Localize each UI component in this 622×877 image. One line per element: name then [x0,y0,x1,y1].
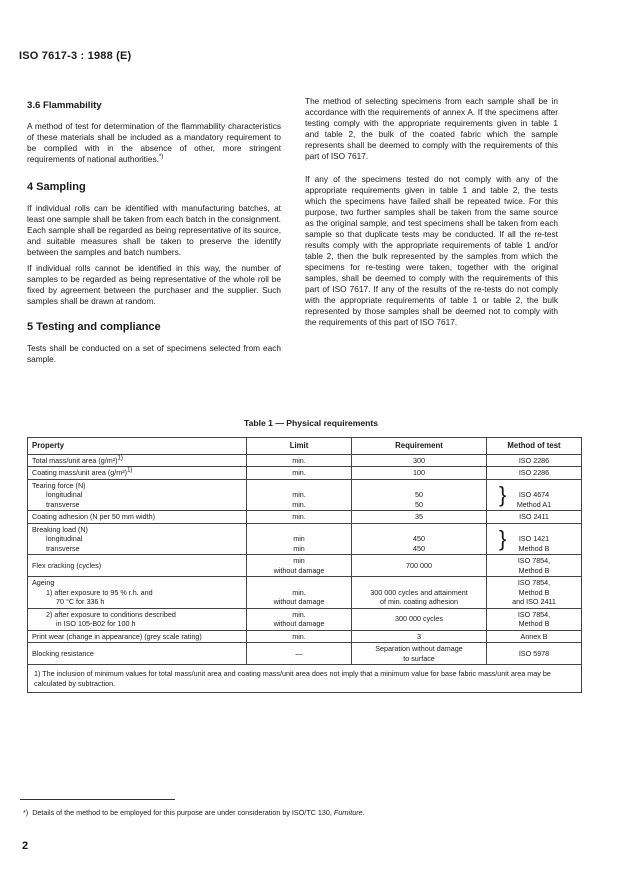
method-cell: Annex B [487,630,582,643]
limit-cell: min. [292,609,306,619]
table-row [28,523,582,555]
sub-property: longitudinal [46,534,83,543]
table-row [28,643,582,665]
footnote-mark: *) [23,808,29,817]
sub-property: in ISO 105-B02 for 100 h [56,619,136,628]
right-column [305,96,558,333]
requirement-cell: 450 [413,543,425,553]
section-3-6-paragraph [27,121,281,165]
section-5-paragraph-1: Tests shall be conducted on a set of specimens selected from each sample. [27,343,281,364]
limit-cell: min [293,556,305,565]
limit-cell: min. [292,587,306,597]
requirement-cell: 50 [415,499,423,509]
sub-property: transverse [46,543,80,553]
method-cell: ISO 2286 [487,454,582,467]
requirement-cell: 300 000 cycles [352,608,487,630]
section-3-6-text: A method of test for determination of the flammability characteristics of these materials shall be included as a mandatory requirement to be complied with in the absence of other, more stringent requirements of national authorities. [27,121,281,164]
limit-cell: min [293,543,305,553]
section-4-paragraph-2: If individual rolls cannot be identified in this way, the number of samples to be regarded as being representative of the whole roll be fixed by agreement between the purchaser and the supplier. Such samples shall be drawn at random. [27,263,281,306]
property-cell: Coating adhesion (N per 50 mm width) [28,511,247,524]
page-footnote [23,808,583,817]
requirement-cell: Separation without damage [375,644,463,653]
limit-cell: min. [292,490,306,499]
requirement-cell: 50 [415,490,423,499]
section-4-paragraph-1: If individual rolls can be identified with manufacturing batches, at least one sample shall be taken from each batch in the consignment. Each sample shall be regarded as being representative of its source, and suitable measures shall be taken to preserve the identify between the samples and batch numbers. [27,203,281,257]
table-row [28,608,582,630]
method-cell: ISO 5978 [487,643,582,665]
document-header: ISO 7617-3 : 1988 (E) [19,50,132,62]
sub-property: 70 °C for 336 h [56,597,105,606]
method-cell: ISO 7854, [517,556,551,565]
property-cell: Print wear (change in appearance) (grey scale rating) [28,630,247,643]
method-cell: Method B [518,543,550,553]
header-requirement: Requirement [352,438,487,455]
table-header-row [28,438,582,455]
limit-cell: — [247,643,352,665]
limit-cell: min. [247,511,352,524]
method-cell: Method A1 [516,499,552,509]
table-row [28,630,582,643]
limit-cell: without damage [273,597,325,606]
method-cell: and ISO 2411 [512,597,556,606]
requirement-cell: 700 000 [352,555,487,577]
property-cell: Coating mass/unit area (g/m²) [32,468,128,477]
footnote-divider [20,799,175,800]
requirement-cell: 450 [413,534,425,543]
sub-property: transverse [46,499,80,509]
table-row [28,577,582,609]
table-row [28,555,582,577]
footnote-ref: 1) [127,467,133,474]
table-row [28,511,582,524]
method-cell: ISO 1421 [518,534,550,543]
table-caption: Table 1 — Physical requirements [243,418,379,428]
sub-property: 1) after exposure to 95 % r.h. and [46,587,153,597]
requirement-cell: 300 [352,454,487,467]
footnote-text: Details of the method to be employed for this purpose are under consideration by ISO/TC 130, [32,808,334,817]
property-cell: Blocking resistance [28,643,247,665]
requirement-cell: 300 000 cycles and attainment [370,587,468,597]
property-cell: Total mass/unit area (g/m²) [32,455,118,465]
right-paragraph-2: If any of the specimens tested do not comply with any of the appropriate requirements given in table 1 and table 2, the tests which the specimens have failed shall be repeated twice. For this purpose, two further samples shall be taken from the same source as the original sample, and test specimens shall be taken from each sample so that duplicate tests may be conducted. If all the re-test results comply with the appropriate requirements of table 1 and/or table 2, then the bulk represented by the samples from which the specimens for re-testing were taken, together with the original samples, shall be deemed to comply with the requirements of this part of ISO 7617. If any of the results of the re-tests do not comply with the appropriate requirements of table 1 or table 2, the bulk represented by those samples shall be deemed not to comply with the requirements of this part of ISO 7617. [305,174,558,327]
table-row [28,479,582,511]
section-4-title: 4 Sampling [27,181,86,193]
limit-cell: without damage [273,565,325,575]
requirement-cell: to surface [403,653,435,663]
method-cell: ISO 2286 [487,467,582,480]
method-cell: Method B [518,619,550,628]
page-number: 2 [22,840,29,852]
footnote-ref: 1) [117,455,123,462]
method-cell: Method B [518,587,550,597]
table-row [28,454,582,467]
property-cell: Ageing [32,578,55,587]
sub-property: longitudinal [46,490,83,499]
requirement-cell: of min. coating adhesion [380,597,458,606]
right-paragraph-1: The method of selecting specimens from each sample shall be in accordance with the requirements of annex A. If the specimens after testing comply with the appropriate requirements given in table 1 and table 2, the bulk of the coated fabric which the sample represents shall be deemed to comply with the requirements of this part of ISO 7617. [305,96,558,161]
method-cell: ISO 4674 [518,490,550,499]
brace-icon: } [499,481,507,507]
section-3-6-title: 3.6 Flammability [27,100,102,111]
method-cell: Method B [518,565,550,575]
footnote-ref: *) [158,154,164,161]
limit-cell: min. [292,499,306,509]
limit-cell: min [293,534,305,543]
section-5-title: 5 Testing and compliance [27,321,161,333]
header-method: Method of test [487,438,582,455]
limit-cell: min. [247,454,352,467]
property-cell: Flex cracking (cycles) [28,555,247,577]
method-cell: ISO 7854, [517,578,551,587]
brace-icon: } [499,525,507,551]
table-row [28,467,582,480]
method-cell: ISO 2411 [487,511,582,524]
footnote-italic: Furniture. [333,808,365,817]
header-limit: Limit [247,438,352,455]
limit-cell: min. [247,467,352,480]
sub-property: 2) after exposure to conditions described [46,609,176,619]
requirement-cell: 3 [352,630,487,643]
table-footnote: 1) The inclusion of minimum values for total mass/unit area and coating mass/unit area does not imply that a minimum value for base fabric mass/unit area may be calculated by subtraction. [28,665,582,693]
method-cell: ISO 7854, [517,609,551,619]
property-cell: Tearing force (N) [32,480,86,490]
limit-cell: without damage [273,619,325,628]
requirement-cell: 35 [352,511,487,524]
table-footnote-row [28,665,582,693]
header-property: Property [28,438,247,455]
left-column [27,100,281,370]
limit-cell: min. [247,630,352,643]
physical-requirements-table [27,437,582,693]
requirement-cell: 100 [352,467,487,480]
property-cell: Breaking load (N) [32,524,88,534]
